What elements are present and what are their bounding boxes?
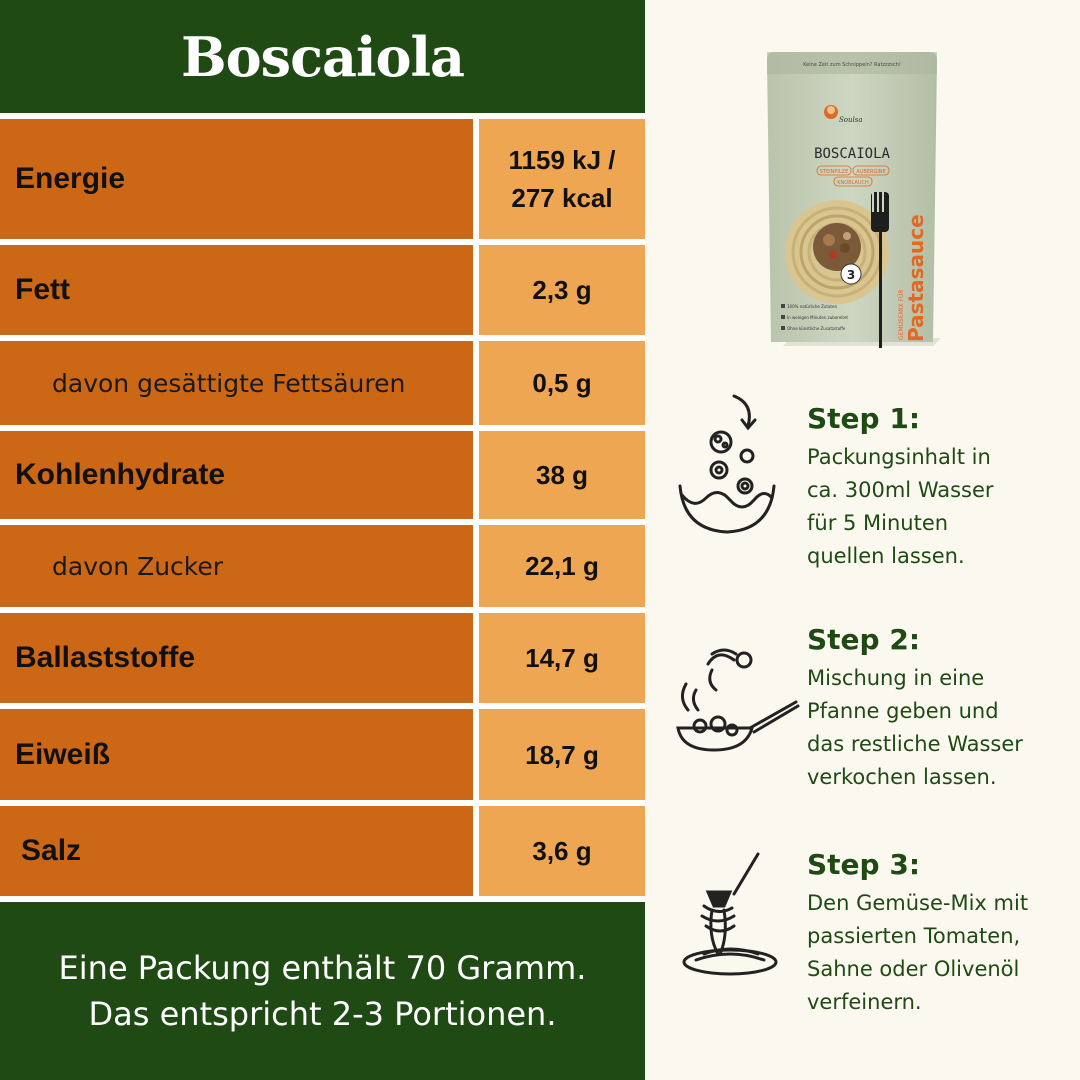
step-2 [807,623,1067,794]
nutrition-row-eiweiss [0,709,645,800]
nutrition-label: Eiweiß [15,737,111,771]
svg-text:STEINPILZE: STEINPILZE [819,169,849,175]
nutrition-value: 22,1 g [525,551,599,581]
package-side-small: GEMÜSEMIX FÜR [898,289,905,340]
nutrition-label: Energie [15,162,126,195]
product-package-image [763,52,941,348]
nutrition-value: 2,3 g [532,275,592,305]
svg-text:Soulsa: Soulsa [839,116,863,124]
nutrition-value: 1159 kJ / 277 kcal [508,145,616,213]
step-1 [807,402,1067,573]
nutrition-row-kohlenhydrate [0,431,645,519]
title-bar [0,0,645,113]
nutrition-row-fett [0,245,645,335]
svg-text:AUBERGINE: AUBERGINE [856,169,886,175]
package-side-big: Pastasauce [904,214,928,342]
portions-badge: 3 [846,268,856,282]
step-title: Step 3: [807,848,921,881]
nutrition-value: 3,6 g [532,836,592,866]
svg-text:100% natürliche Zutaten: 100% natürliche Zutaten [787,304,837,309]
pasta-fork-icon [678,850,788,980]
nutrition-value: 18,7 g [525,739,599,770]
nutrition-row-zucker [0,525,645,607]
package-tagline: Keine Zeit zum Schnippeln? Ratzzzsch! [803,62,901,68]
nutrition-label: Salz [21,834,82,867]
nutrition-label: Fett [15,273,70,306]
package-product-name: BOSCAIOLA [814,146,890,162]
nutrition-value: 14,7 g [525,643,599,673]
svg-text:Ohne künstliche Zusatzstoffe: Ohne künstliche Zusatzstoffe [787,326,846,331]
svg-text:In wenigen Minuten zubereitet: In wenigen Minuten zubereitet [787,315,849,320]
package-info-footer [0,902,645,1080]
frying-pan-icon [672,640,802,760]
nutrition-label: Kohlenhydrate [15,458,226,491]
svg-text:KNOBLAUCH: KNOBLAUCH [837,180,869,186]
nutrition-row-energie [0,119,645,239]
package-weight-text: Eine Packung enthält 70 Gramm. [58,949,587,987]
step-text: Mischung in eine Pfanne geben und das restliche Wasser verkochen lassen. [807,666,1023,789]
nutrition-row-salz [0,806,645,896]
nutrition-label: Ballaststoffe [15,641,196,674]
step-text: Packungsinhalt in ca. 300ml Wasser für 5 Minuten quellen lassen. [807,445,994,568]
step-text: Den Gemüse-Mix mit passierten Tomaten, Sahne oder Olivenöl verfeinern. [807,891,1029,1014]
step-3 [807,848,1067,1019]
soaking-bowl-icon [672,390,782,540]
nutrition-label: davon Zucker [52,551,224,581]
step-title: Step 2: [807,623,921,656]
step-title: Step 1: [807,402,921,435]
product-title: Boscaiola [181,24,464,89]
nutrition-row-gesaettigte-fettsaeuren [0,341,645,425]
nutrition-label: davon gesättigte Fettsäuren [52,368,406,398]
portions-text: Das entspricht 2-3 Portionen. [88,995,557,1033]
nutrition-value: 0,5 g [532,368,592,398]
nutrition-value: 38 g [535,460,589,490]
nutrition-row-ballaststoffe [0,613,645,703]
